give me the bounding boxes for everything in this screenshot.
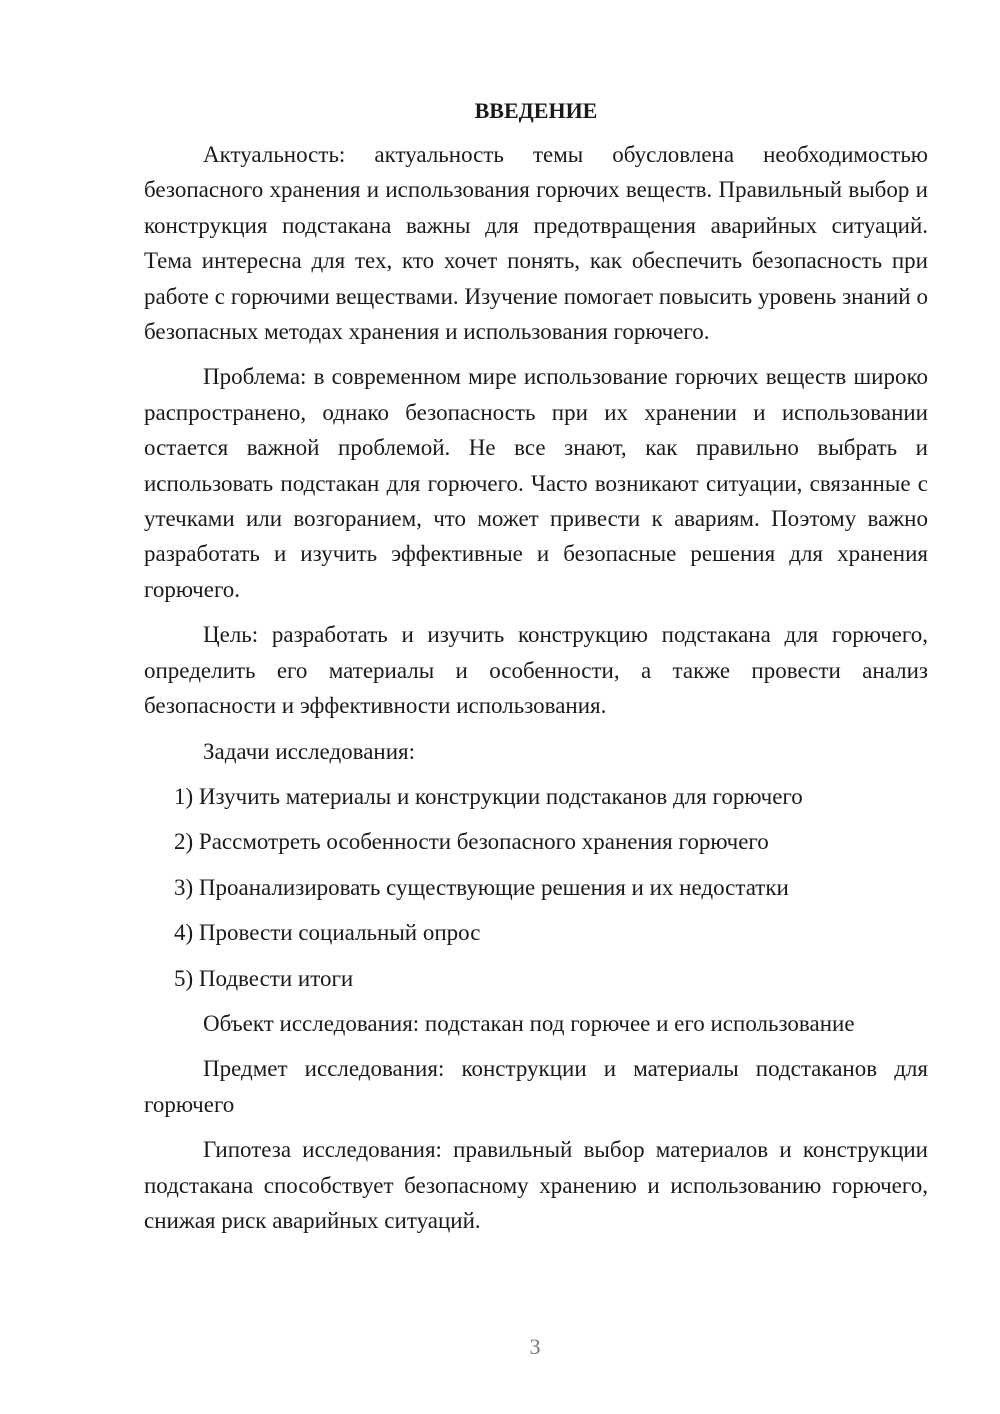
list-item: 1) Изучить материалы и конструкции подстаканов для горючего	[174, 783, 803, 809]
page-content	[144, 95, 928, 1248]
object-paragraph: Объект исследования: подстакан под горючее и его использование	[203, 1010, 855, 1036]
relevance-paragraph: Актуальность: актуальность темы обусловлена необходимостью безопасного хранения и использования горючих веществ. Правильный выбор и конструкция подстакана важны для предотвращения аварийных ситуаций. Тема интересна для тех, кто хочет понять, как обеспечить безопасность при работе с горючими веществами. Изучение помогает повысить уровень знаний о безопасных методах хранения и использования горючего.	[144, 142, 928, 345]
problem-paragraph: Проблема: в современном мире использование горючих веществ широко распространено, однако безопасность при их хранении и использовании остается важной проблемой. Не все знают, как правильно выбрать и использовать подстакан для горючего. Часто возникают ситуации, связанные с утечками или возгоранием, что может привести к авариям. Поэтому важно разработать и изучить эффективные и безопасные решения для хранения горючего.	[144, 364, 928, 602]
list-item: 4) Провести социальный опрос	[174, 920, 481, 946]
list-item: 5) Подвести итоги	[174, 965, 354, 991]
tasks-list	[144, 779, 928, 996]
page-number: 3	[529, 1334, 541, 1359]
goal-paragraph: Цель: разработать и изучить конструкцию подстакана для горючего, определить его материалы и особенности, а также провести анализ безопасности и эффективности использования.	[144, 622, 928, 719]
hypothesis-paragraph: Гипотеза исследования: правильный выбор материалов и конструкции подстакана способствует безопасному хранению и использованию горючего, снижая риск аварийных ситуаций.	[144, 1137, 928, 1233]
list-item: 3) Проанализировать существующие решения и их недостатки	[174, 874, 789, 900]
subject-paragraph: Предмет исследования: конструкции и материалы подстаканов для горючего	[144, 1056, 928, 1117]
section-title: ВВЕДЕНИЕ	[474, 98, 598, 123]
list-item: 2) Рассмотреть особенности безопасного хранения горючего	[174, 829, 769, 855]
tasks-heading: Задачи исследования:	[203, 738, 416, 764]
